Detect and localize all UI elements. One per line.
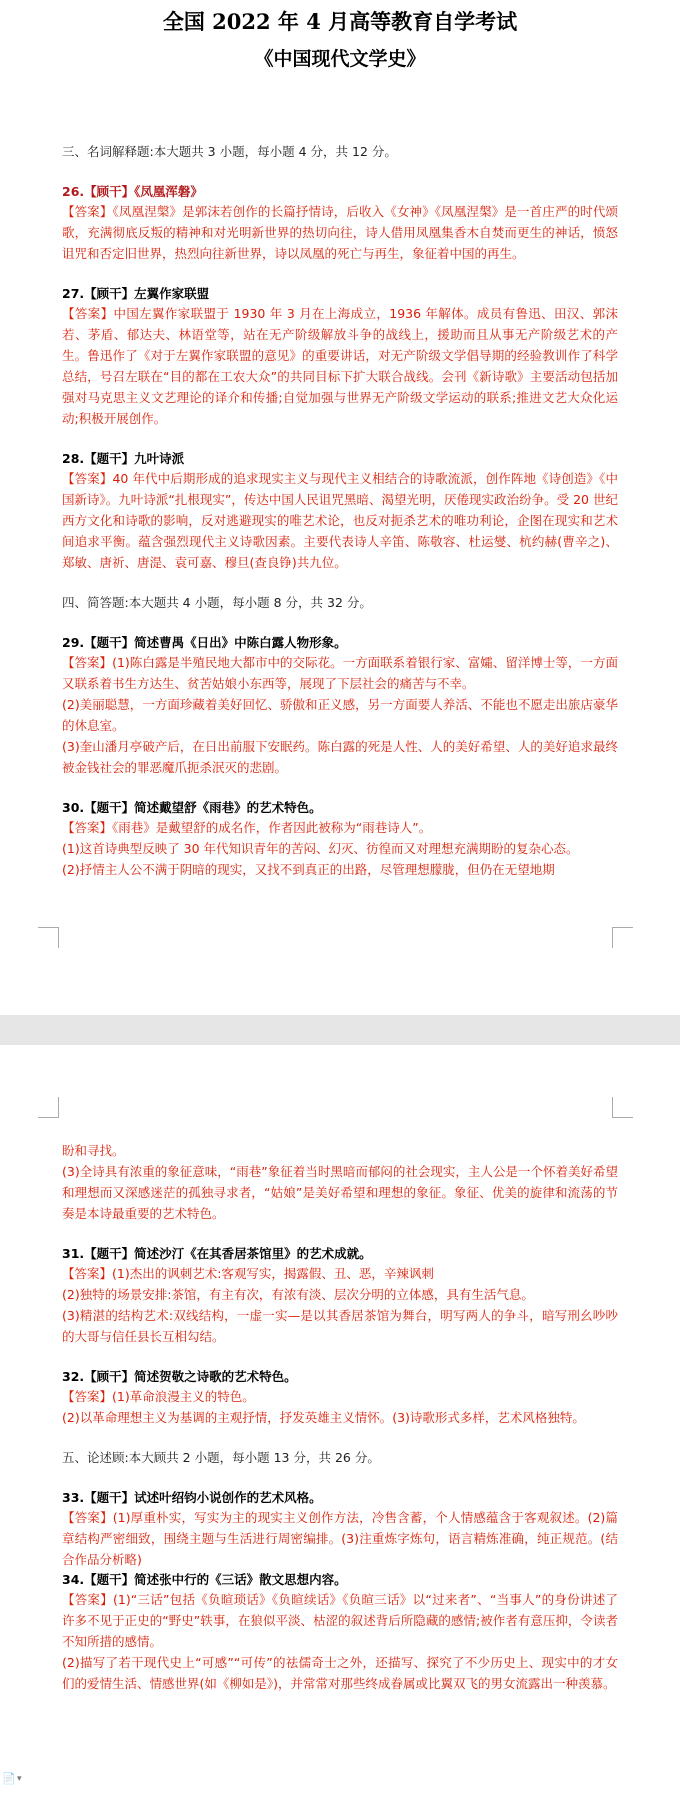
paragraph-spacer bbox=[62, 1347, 618, 1367]
answer-paragraph: 【答案】40 年代中后期形成的追求现实主义与现代主义相结合的诗歌流派，创作阵地《诗创造》《中国新诗》。九叶诗派“扎根现实”，传达中国人民诅咒黑暗、渴望光明，厌倦现实政治纷争。受 20 世纪西方文化和诗歌的影响，反对逃避现实的唯艺术论，也反对扼杀艺术的唯功利论，企图在现实和艺术间追求平衡。蕴含强烈现代主义诗歌因素。主要代表诗人辛笛、陈敬容、杜运燮、杭约赫(曹辛之)、郑敏、唐祈、唐湜、袁可嘉、穆旦(查良铮)共九位。 bbox=[62, 471, 618, 570]
page-subtitle: 《中国现代文学史》 bbox=[254, 48, 426, 70]
question-heading: 30.【题干】简述戴望舒《雨巷》的艺术特色。 bbox=[62, 800, 322, 815]
answer-paragraph: (3)精湛的结构艺术:双线结构，一虚一实—是以其香居茶馆为舞台，明写两人的争斗，暗写刑幺吵吵的大哥与信任县长互相勾结。 bbox=[62, 1308, 618, 1344]
paragraph-spacer bbox=[62, 1428, 618, 1448]
question-heading: 27.【顾干】左翼作家联盟 bbox=[62, 286, 210, 301]
page-title: 全国 2022 年 4 月高等教育自学考试 bbox=[162, 9, 518, 34]
paragraph-spacer bbox=[62, 162, 618, 182]
chevron-down-icon[interactable]: ▾ bbox=[17, 1774, 22, 1784]
section-heading: 三、名词解释题:本大题共 3 小题，每小题 4 分，共 12 分。 bbox=[62, 144, 397, 159]
answer-paragraph: (2)描写了若干现代史上“可感”“可传”的祛儒奇士之外，还描写、探究了不少历史上、现实中的才女们的爱情生活、情感世界(如《柳如是》)，并常常对那些终成眷属或比翼双飞的男女流露出一种羡慕。 bbox=[62, 1655, 618, 1691]
answer-paragraph: (2)抒情主人公不满于阴暗的现实，又找不到真正的出路，尽管理想朦胧，但仍在无望地期 bbox=[62, 862, 555, 877]
answer-paragraph: (2)美丽聪慧，一方面珍藏着美好回忆、骄傲和正义感，另一方面要人养活、不能也不愿走出旅店豪华的休息室。 bbox=[62, 697, 618, 733]
answer-paragraph: (2)以革命理想主义为基调的主观抒情，抒发英雄主义情怀。(3)诗歌形式多样，艺术风格独特。 bbox=[62, 1410, 585, 1425]
question-heading: 31.【题干】简述沙汀《在其香居茶馆里》的艺术成就。 bbox=[62, 1246, 372, 1261]
answer-paragraph: 【答案】(1)杰出的讽刺艺术:客观写实，揭露假、丑、恶，辛辣讽刺 bbox=[62, 1266, 434, 1281]
question-heading: 29.【题干】简述曹禺《日出》中陈白露人物形象。 bbox=[62, 635, 347, 650]
margin-corner-mark bbox=[38, 927, 59, 948]
answer-paragraph: 【答案】《凤凰涅槃》是郭沫若创作的长篇抒情诗，后收入《女神》《凤凰涅槃》是一首庄严的时代颂歌，充满彻底反叛的精神和对光明新世界的热切向往，诗人借用凤凰集香木自焚而更生的神话，愤怒诅咒和否定旧世界，热烈向往新世界，诗以凤凰的死亡与再生，象征着中国的再生。 bbox=[62, 204, 618, 261]
question-heading: 33.【题干】试述叶绍钧小说创作的艺术风格。 bbox=[62, 1490, 322, 1505]
document-icon[interactable]: 📄 bbox=[2, 1772, 16, 1785]
answer-paragraph: 【答案】(1)革命浪漫主义的特色。 bbox=[62, 1389, 255, 1404]
margin-corner-mark bbox=[612, 1097, 633, 1118]
answer-paragraph: 【答案】中国左翼作家联盟于 1930 年 3 月在上海成立，1936 年解体。成员有鲁迅、田汉、郭沫若、茅盾、郁达夫、林语堂等，站在无产阶级解放斗争的战线上，援助而且从事无产阶级艺术的产生。鲁迅作了《对于左翼作家联盟的意见》的重要讲话，对无产阶级文学倡导期的经验教训作了科学总结，号召左联在“目的都在工农大众”的共同目标下扩大联合战线。会刊《新诗歌》主要活动包括加强对马克思主义文艺理论的译介和传播;自觉加强与世界无产阶级文学运动的联系;推进文艺大众化运动;积极开展创作。 bbox=[62, 306, 618, 426]
answer-paragraph: (2)独特的场景安排:茶馆，有主有次，有浓有淡、层次分明的立体感，具有生活气息。 bbox=[62, 1287, 534, 1302]
section-heading: 五、论述顾:本大顾共 2 小题，每小题 13 分，共 26 分。 bbox=[62, 1450, 380, 1465]
paragraph-spacer bbox=[62, 613, 618, 633]
answer-paragraph: 【答案】《雨巷》是戴望舒的成名作，作者因此被称为“雨巷诗人”。 bbox=[62, 820, 432, 835]
margin-corner-mark bbox=[612, 927, 633, 948]
question-heading: 26.【顾干】《凤凰浑磐》 bbox=[62, 184, 203, 199]
paragraph-spacer bbox=[62, 429, 618, 449]
document-page-2 bbox=[0, 1045, 680, 1793]
answer-paragraph: 【答案】(1)“三话”包括《负暄琐话》《负暄续话》《负暄三话》以“过来者”、“当事人”的身份讲述了许多不见于正史的“野史”轶事，在狼似平淡、枯涩的叙述背后所隐藏的感情;被作者有意压抑，令读者不知所措的感情。 bbox=[62, 1592, 618, 1649]
answer-paragraph: 【答案】(1)厚重朴实，写实为主的现实主义创作方法，冷售含蓄，个人情感蕴含于客观叙述。(2)篇章结构严密细致，围绕主题与生活进行周密编排。(3)注重炼字炼句，语言精炼准确，纯正规范。(结合作品分析略) bbox=[62, 1510, 618, 1567]
answer-paragraph: (3)奎山潘月亭破产后，在日出前服下安眠药。陈白露的死是人性、人的美好希望、人的美好追求最终被金钱社会的罪恶魔爪扼杀泯灭的悲剧。 bbox=[62, 739, 618, 775]
page1-content bbox=[62, 142, 618, 880]
page2-content bbox=[62, 1140, 618, 1694]
paragraph-spacer bbox=[62, 1224, 618, 1244]
section-heading: 四、简答题:本大题共 4 小题，每小题 8 分，共 32 分。 bbox=[62, 595, 372, 610]
paragraph-spacer bbox=[62, 573, 618, 593]
answer-paragraph: 【答案】(1)陈白露是半殖民地大都市中的交际花。一方面联系着银行家、富孀、留洋博士等，一方面又联系着书生方达生、贫苦姑娘小东西等，展现了下层社会的痛苦与不幸。 bbox=[62, 655, 618, 691]
margin-corner-mark bbox=[38, 1097, 59, 1118]
answer-paragraph: (3)全诗具有浓重的象征意味，“雨巷”象征着当时黑暗而郁闷的社会现实，主人公是一个怀着美好希望和理想而又深感迷茫的孤独寻求者，“姑娘”是美好希望和理想的象征。象征、优美的旋律和流荡的节奏是本诗最重要的艺术特色。 bbox=[62, 1164, 618, 1221]
question-heading: 34.【题干】简述张中行的《三话》散文思想内容。 bbox=[62, 1572, 347, 1587]
paragraph-spacer bbox=[62, 264, 618, 284]
question-heading: 32.【顾干】简述贺敬之诗歌的艺术特色。 bbox=[62, 1369, 297, 1384]
answer-paragraph: 盼和寻找。 bbox=[62, 1143, 125, 1158]
page-gap bbox=[0, 1015, 680, 1045]
answer-paragraph: (1)这首诗典型反映了 30 年代知识青年的苦闷、幻灭、彷徨而又对理想充满期盼的复杂心态。 bbox=[62, 841, 579, 856]
paragraph-spacer bbox=[62, 1468, 618, 1488]
paragraph-spacer bbox=[62, 778, 618, 798]
question-heading: 28.【题干】九叶诗派 bbox=[62, 451, 185, 466]
